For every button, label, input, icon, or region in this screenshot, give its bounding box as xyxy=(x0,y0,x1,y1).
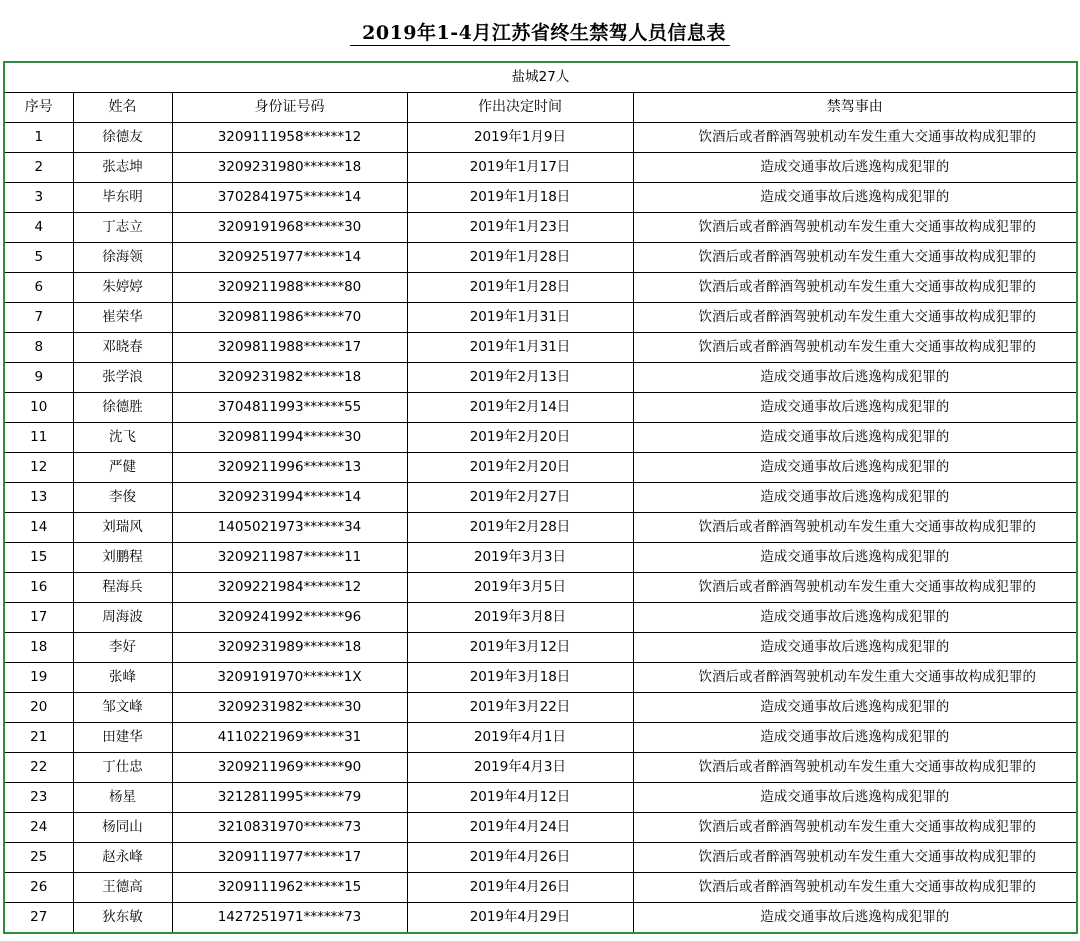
cell-name: 毕东明 xyxy=(73,183,172,213)
cell-reason: 饮酒后或者醉酒驾驶机动车发生重大交通事故构成犯罪的 xyxy=(633,243,1077,273)
cell-name: 徐德友 xyxy=(73,123,172,153)
table-row xyxy=(4,273,1077,303)
table-row xyxy=(4,183,1077,213)
table-row xyxy=(4,573,1077,603)
cell-id-number: 3210831970******73 xyxy=(172,813,407,843)
cell-reason: 饮酒后或者醉酒驾驶机动车发生重大交通事故构成犯罪的 xyxy=(633,273,1077,303)
cell-index: 23 xyxy=(4,783,73,813)
cell-name: 丁仕忠 xyxy=(73,753,172,783)
cell-id-number: 3209211987******11 xyxy=(172,543,407,573)
cell-index: 6 xyxy=(4,273,73,303)
cell-name: 刘瑞风 xyxy=(73,513,172,543)
header-index: 序号 xyxy=(4,93,73,123)
cell-index: 2 xyxy=(4,153,73,183)
cell-index: 21 xyxy=(4,723,73,753)
table-row xyxy=(4,753,1077,783)
cell-reason: 造成交通事故后逃逸构成犯罪的 xyxy=(633,783,1077,813)
cell-name: 杨星 xyxy=(73,783,172,813)
cell-decision-time: 2019年1月31日 xyxy=(407,333,633,363)
cell-reason: 造成交通事故后逃逸构成犯罪的 xyxy=(633,693,1077,723)
cell-id-number: 1427251971******73 xyxy=(172,903,407,934)
table-row xyxy=(4,153,1077,183)
cell-index: 12 xyxy=(4,453,73,483)
cell-decision-time: 2019年1月28日 xyxy=(407,273,633,303)
table-row xyxy=(4,243,1077,273)
table-row xyxy=(4,483,1077,513)
cell-reason: 饮酒后或者醉酒驾驶机动车发生重大交通事故构成犯罪的 xyxy=(633,873,1077,903)
cell-reason: 造成交通事故后逃逸构成犯罪的 xyxy=(633,723,1077,753)
cell-index: 9 xyxy=(4,363,73,393)
cell-index: 7 xyxy=(4,303,73,333)
cell-name: 李好 xyxy=(73,633,172,663)
cell-decision-time: 2019年1月23日 xyxy=(407,213,633,243)
cell-index: 18 xyxy=(4,633,73,663)
cell-reason: 造成交通事故后逃逸构成犯罪的 xyxy=(633,423,1077,453)
table-row xyxy=(4,633,1077,663)
cell-reason: 造成交通事故后逃逸构成犯罪的 xyxy=(633,603,1077,633)
cell-id-number: 3209231980******18 xyxy=(172,153,407,183)
cell-decision-time: 2019年3月3日 xyxy=(407,543,633,573)
cell-index: 24 xyxy=(4,813,73,843)
cell-name: 沈飞 xyxy=(73,423,172,453)
cell-reason: 饮酒后或者醉酒驾驶机动车发生重大交通事故构成犯罪的 xyxy=(633,333,1077,363)
cell-id-number: 3209111958******12 xyxy=(172,123,407,153)
table-row xyxy=(4,393,1077,423)
cell-reason: 造成交通事故后逃逸构成犯罪的 xyxy=(633,483,1077,513)
cell-name: 张峰 xyxy=(73,663,172,693)
cell-name: 张志坤 xyxy=(73,153,172,183)
header-name: 姓名 xyxy=(73,93,172,123)
cell-name: 徐德胜 xyxy=(73,393,172,423)
cell-index: 1 xyxy=(4,123,73,153)
cell-id-number: 3209811994******30 xyxy=(172,423,407,453)
cell-decision-time: 2019年4月1日 xyxy=(407,723,633,753)
cell-index: 15 xyxy=(4,543,73,573)
cell-name: 邓晓春 xyxy=(73,333,172,363)
cell-decision-time: 2019年2月14日 xyxy=(407,393,633,423)
cell-name: 刘鹏程 xyxy=(73,543,172,573)
cell-decision-time: 2019年4月24日 xyxy=(407,813,633,843)
cell-decision-time: 2019年2月28日 xyxy=(407,513,633,543)
cell-id-number: 3209111977******17 xyxy=(172,843,407,873)
cell-index: 27 xyxy=(4,903,73,934)
cell-name: 杨同山 xyxy=(73,813,172,843)
cell-decision-time: 2019年1月9日 xyxy=(407,123,633,153)
cell-id-number: 4110221969******31 xyxy=(172,723,407,753)
table-row xyxy=(4,123,1077,153)
cell-name: 严健 xyxy=(73,453,172,483)
cell-index: 11 xyxy=(4,423,73,453)
cell-reason: 造成交通事故后逃逸构成犯罪的 xyxy=(633,543,1077,573)
cell-index: 26 xyxy=(4,873,73,903)
cell-id-number: 3209191968******30 xyxy=(172,213,407,243)
table-row xyxy=(4,843,1077,873)
cell-decision-time: 2019年2月20日 xyxy=(407,423,633,453)
cell-id-number: 3209211988******80 xyxy=(172,273,407,303)
cell-index: 4 xyxy=(4,213,73,243)
cell-id-number: 1405021973******34 xyxy=(172,513,407,543)
cell-reason: 饮酒后或者醉酒驾驶机动车发生重大交通事故构成犯罪的 xyxy=(633,663,1077,693)
region-row xyxy=(4,62,1077,93)
cell-reason: 饮酒后或者醉酒驾驶机动车发生重大交通事故构成犯罪的 xyxy=(633,123,1077,153)
region-label: 盐城27人 xyxy=(4,62,1077,93)
table-row xyxy=(4,453,1077,483)
cell-reason: 饮酒后或者醉酒驾驶机动车发生重大交通事故构成犯罪的 xyxy=(633,303,1077,333)
cell-id-number: 3209221984******12 xyxy=(172,573,407,603)
header-id-number: 身份证号码 xyxy=(172,93,407,123)
cell-reason: 饮酒后或者醉酒驾驶机动车发生重大交通事故构成犯罪的 xyxy=(633,213,1077,243)
table-row xyxy=(4,513,1077,543)
cell-decision-time: 2019年2月13日 xyxy=(407,363,633,393)
cell-decision-time: 2019年4月26日 xyxy=(407,843,633,873)
cell-id-number: 3704811993******55 xyxy=(172,393,407,423)
cell-id-number: 3209231982******30 xyxy=(172,693,407,723)
cell-index: 8 xyxy=(4,333,73,363)
cell-reason: 造成交通事故后逃逸构成犯罪的 xyxy=(633,453,1077,483)
cell-decision-time: 2019年1月18日 xyxy=(407,183,633,213)
cell-index: 19 xyxy=(4,663,73,693)
cell-id-number: 3209811988******17 xyxy=(172,333,407,363)
cell-name: 张学浪 xyxy=(73,363,172,393)
cell-index: 22 xyxy=(4,753,73,783)
cell-index: 10 xyxy=(4,393,73,423)
cell-decision-time: 2019年2月27日 xyxy=(407,483,633,513)
cell-decision-time: 2019年1月17日 xyxy=(407,153,633,183)
cell-id-number: 3209241992******96 xyxy=(172,603,407,633)
cell-id-number: 3209251977******14 xyxy=(172,243,407,273)
cell-id-number: 3209231982******18 xyxy=(172,363,407,393)
cell-id-number: 3209211969******90 xyxy=(172,753,407,783)
cell-index: 13 xyxy=(4,483,73,513)
cell-id-number: 3209191970******1X xyxy=(172,663,407,693)
table-row xyxy=(4,783,1077,813)
cell-decision-time: 2019年2月20日 xyxy=(407,453,633,483)
cell-id-number: 3702841975******14 xyxy=(172,183,407,213)
cell-index: 5 xyxy=(4,243,73,273)
table-row xyxy=(4,543,1077,573)
cell-decision-time: 2019年1月31日 xyxy=(407,303,633,333)
table-row xyxy=(4,603,1077,633)
table-row xyxy=(4,303,1077,333)
cell-index: 25 xyxy=(4,843,73,873)
cell-name: 周海波 xyxy=(73,603,172,633)
cell-id-number: 3212811995******79 xyxy=(172,783,407,813)
cell-index: 16 xyxy=(4,573,73,603)
table-row xyxy=(4,873,1077,903)
table-row xyxy=(4,813,1077,843)
cell-decision-time: 2019年4月29日 xyxy=(407,903,633,934)
cell-index: 14 xyxy=(4,513,73,543)
table-row xyxy=(4,663,1077,693)
table-row xyxy=(4,213,1077,243)
cell-decision-time: 2019年1月28日 xyxy=(407,243,633,273)
cell-reason: 造成交通事故后逃逸构成犯罪的 xyxy=(633,153,1077,183)
cell-name: 丁志立 xyxy=(73,213,172,243)
cell-name: 程海兵 xyxy=(73,573,172,603)
cell-decision-time: 2019年4月26日 xyxy=(407,873,633,903)
cell-name: 徐海领 xyxy=(73,243,172,273)
table-row xyxy=(4,903,1077,934)
cell-name: 王德高 xyxy=(73,873,172,903)
cell-index: 3 xyxy=(4,183,73,213)
header-reason: 禁驾事由 xyxy=(633,93,1077,123)
cell-reason: 饮酒后或者醉酒驾驶机动车发生重大交通事故构成犯罪的 xyxy=(633,843,1077,873)
cell-name: 狄东敏 xyxy=(73,903,172,934)
cell-reason: 造成交通事故后逃逸构成犯罪的 xyxy=(633,393,1077,423)
cell-reason: 饮酒后或者醉酒驾驶机动车发生重大交通事故构成犯罪的 xyxy=(633,813,1077,843)
cell-decision-time: 2019年4月12日 xyxy=(407,783,633,813)
cell-name: 赵永峰 xyxy=(73,843,172,873)
table-row xyxy=(4,363,1077,393)
cell-name: 李俊 xyxy=(73,483,172,513)
cell-reason: 造成交通事故后逃逸构成犯罪的 xyxy=(633,183,1077,213)
cell-decision-time: 2019年3月12日 xyxy=(407,633,633,663)
table-row xyxy=(4,693,1077,723)
cell-reason: 造成交通事故后逃逸构成犯罪的 xyxy=(633,903,1077,934)
cell-name: 邹文峰 xyxy=(73,693,172,723)
header-row xyxy=(4,93,1077,123)
cell-id-number: 3209811986******70 xyxy=(172,303,407,333)
cell-decision-time: 2019年3月8日 xyxy=(407,603,633,633)
table-row xyxy=(4,423,1077,453)
cell-decision-time: 2019年3月5日 xyxy=(407,573,633,603)
cell-reason: 饮酒后或者醉酒驾驶机动车发生重大交通事故构成犯罪的 xyxy=(633,513,1077,543)
cell-id-number: 3209211996******13 xyxy=(172,453,407,483)
cell-index: 17 xyxy=(4,603,73,633)
cell-name: 朱婷婷 xyxy=(73,273,172,303)
table-row xyxy=(4,333,1077,363)
cell-decision-time: 2019年3月22日 xyxy=(407,693,633,723)
table-row xyxy=(4,723,1077,753)
cell-reason: 饮酒后或者醉酒驾驶机动车发生重大交通事故构成犯罪的 xyxy=(633,753,1077,783)
page-title: 2019年1-4月江苏省终生禁驾人员信息表 xyxy=(0,18,1080,45)
cell-decision-time: 2019年3月18日 xyxy=(407,663,633,693)
cell-reason: 造成交通事故后逃逸构成犯罪的 xyxy=(633,633,1077,663)
driving-ban-table xyxy=(3,61,1078,934)
cell-id-number: 3209231989******18 xyxy=(172,633,407,663)
cell-id-number: 3209111962******15 xyxy=(172,873,407,903)
cell-name: 崔荣华 xyxy=(73,303,172,333)
cell-index: 20 xyxy=(4,693,73,723)
header-decision-time: 作出决定时间 xyxy=(407,93,633,123)
cell-id-number: 3209231994******14 xyxy=(172,483,407,513)
cell-reason: 饮酒后或者醉酒驾驶机动车发生重大交通事故构成犯罪的 xyxy=(633,573,1077,603)
cell-decision-time: 2019年4月3日 xyxy=(407,753,633,783)
cell-reason: 造成交通事故后逃逸构成犯罪的 xyxy=(633,363,1077,393)
cell-name: 田建华 xyxy=(73,723,172,753)
